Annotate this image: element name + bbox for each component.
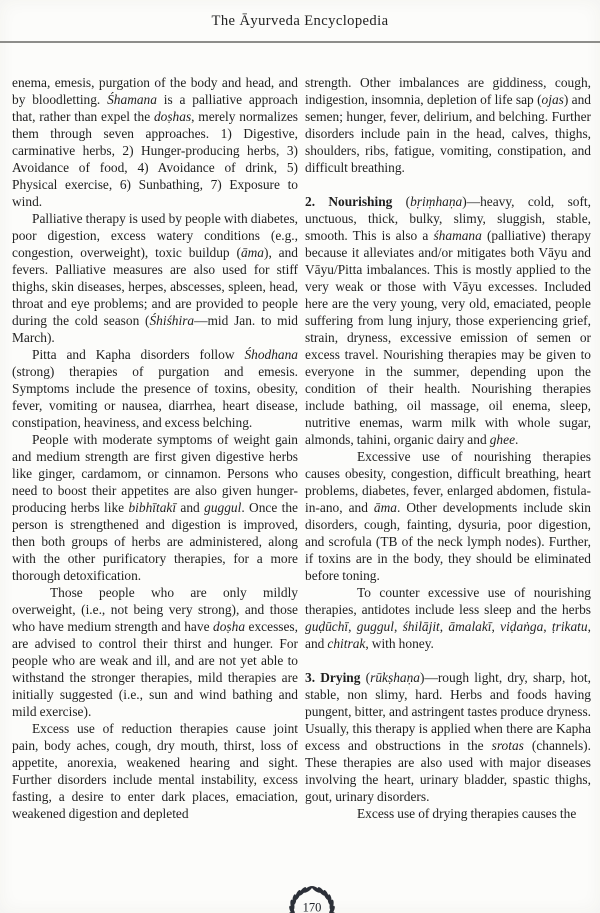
paragraph [305, 193, 591, 448]
italic-term: śhilājit [402, 619, 440, 634]
paragraph [305, 584, 591, 652]
body-text: To counter excessive use of nourishing therapies, antidotes include less sleep and the herbs [305, 585, 591, 617]
italic-term: chitrak [327, 636, 366, 651]
italic-term: Śhiśhira [149, 313, 195, 328]
laurel-wreath-icon [282, 877, 342, 913]
italic-term: āma [240, 245, 264, 260]
page-number: 170 [302, 900, 322, 913]
paragraph [305, 448, 591, 584]
italic-term: ojas [541, 92, 564, 107]
body-text: (strong) therapies of purgation and emesis. Symptoms include the presence of toxins, obesity, fever, vomiting or nausea, diarrhea, heart disease, constipation, heaviness, and excess belching. [12, 364, 298, 430]
italic-term: rūkṣhaṇa [370, 670, 420, 685]
body-text: . Other developments include skin disorders, cough, fainting, dysuria, poor digestion, and scrofula (TB of the neck lymph nodes). Further, if toxins are in the body, they should be eliminated before toning. [305, 500, 591, 583]
body-text: Those people who are only mildly overweight, (i.e., not being very strong), and those who have medium strength and have [12, 585, 298, 634]
body-text: , with honey. [365, 636, 434, 651]
body-text: , [491, 619, 501, 634]
body-text: , merely normalizes them through seven approaches. 1) Digestive, carminative herbs, 2) Hunger-producing herbs, 3) Avoidance of food, 4) Avoidance of drink, 5) Physical exercise, 6) Sunbathing, 7) Exposure to wind. [12, 109, 298, 209]
body-text: and [176, 500, 205, 515]
body-text: ( [360, 670, 371, 685]
body-text: . [515, 432, 519, 447]
paragraph [12, 74, 298, 210]
italic-term: Śhamana [107, 92, 157, 107]
body-text: Palliative therapy is used by people with diabetes, poor digestion, excess watery conditions (e.g., congestion, overweight), toxic buildup ( [12, 211, 298, 260]
body-text: is a palliative approach that, rather than expel the [12, 92, 298, 124]
text-block [12, 74, 592, 822]
italic-term: āmalakī [448, 619, 492, 634]
body-text: , and [305, 619, 591, 651]
body-text: , [439, 619, 449, 634]
body-text: . Once the person is strengthened and digestion is improved, then both groups of herbs are administered, along with the other purificatory therapies, for a more thorough detoxification. [12, 500, 299, 583]
italic-term: guḍūchī [305, 619, 349, 634]
section-heading-text: 3. Drying [305, 670, 361, 685]
italic-term: ghee [489, 432, 516, 447]
italic-term: srotas [491, 738, 524, 753]
running-header-title: The Āyurveda Encyclopedia [211, 13, 389, 29]
italic-term: bibhītakī [128, 500, 177, 515]
body-text: , [543, 619, 552, 634]
body-text: (channels). These therapies are also used with major diseases involving the heart, urinary bladder, spastic thighs, gout, urinary disorders. [305, 738, 591, 804]
italic-term: doṣha [213, 619, 246, 634]
body-text: —mid Jan. to mid March). [12, 313, 298, 345]
body-text: ), and fevers. Palliative measures are also used for stiff thighs, skin diseases, herpes, abscesses, spleen, head, throat and eye problems; and are provided to people during the cold season ( [12, 245, 298, 328]
paragraph [12, 346, 298, 431]
paragraph [12, 584, 298, 720]
italic-term: bṛiṃhaṇa [410, 194, 463, 209]
body-text: , [393, 619, 403, 634]
body-text: Pitta and Kapha disorders follow [32, 347, 245, 362]
paragraph [305, 74, 591, 176]
body-text: Excess use of reduction therapies cause joint pain, body aches, cough, dry mouth, thirst, loss of appetite, anorexia, weakened hearing and sight. Further disorders include mental instability, excess fasting, a desire to enter dark places, emaciation, weakened digestion and depleted [12, 721, 298, 821]
italic-term: doṣhas [153, 109, 192, 124]
italic-term: viḍaṅga [500, 619, 544, 634]
body-text: (palliative) therapy because it alleviates and/or mitigates both Vāyu and Vāyu/Pitta imbalances. This is mostly applied to the very weak or those with Vāyu excesses. Included here are the very young, very old, emaciated, people suffering from lung injury, those experiencing grief, strain, dryness, excessive emission of semen or excess travel. Nourishing therapies may be given to everyone in the summer, depending upon the condition of their health. Nourishing therapies include bathing, oil massage, oil enema, sleep, nutritive enemas, warm milk with whole sugar, almonds, tahini, organic dairy and [305, 228, 591, 447]
paragraph [12, 720, 298, 822]
paragraph [12, 431, 298, 584]
right-column [305, 74, 591, 822]
body-text: People with moderate symptoms of weight gain and medium strength are first given digestive herbs like ginger, cardamom, or cinnamon. Persons who need to boost their appetites are also given hunger-producing herbs like [12, 432, 298, 515]
body-text: strength. Other imbalances are giddiness, cough, indigestion, insomnia, depletion of life sap ( [305, 75, 591, 107]
left-column [12, 74, 298, 822]
body-text: ( [392, 194, 411, 209]
italic-term: ṭrikatu [551, 619, 588, 634]
section-heading-text: 2. Nourishing [305, 194, 393, 209]
paragraph [305, 669, 591, 805]
body-text: ) and semen; hunger, fever, delirium, and belching. Further disorders include pain in the head, calves, thighs, shoulders, ribs, fatigue, vomiting, constipation, and difficult breathing. [305, 92, 592, 175]
body-text: excesses, are advised to control their thirst and hunger. For people who are weak and ill, and are not yet able to withstand the stronger therapies, mild therapies are initially suggested (i.e., sun and wind bathing and mild exercise). [12, 619, 298, 719]
body-text: Excessive use of nourishing therapies causes obesity, congestion, difficult breathing, heart problems, diabetes, fever, enlarged abdomen, fistula-in-ano, and [305, 449, 591, 515]
italic-term: guggul [356, 619, 394, 634]
paragraph [12, 210, 298, 346]
body-text: Excess use of drying therapies causes the [357, 806, 577, 821]
italic-term: āma [373, 500, 397, 515]
italic-term: śhamana [433, 228, 482, 243]
italic-term: guggul [204, 500, 242, 515]
paragraph [305, 805, 591, 822]
body-text: , [348, 619, 357, 634]
body-text: )—heavy, cold, soft, unctuous, thick, bulky, slimy, sluggish, stable, smooth. This is also a [305, 194, 591, 243]
header-rule [0, 41, 600, 43]
body-text: )—rough light, dry, sharp, hot, stable, non slimy, hard. Herbs and foods having pungent, bitter, and astringent tastes produce dryness. Usually, this therapy is applied when there are Kapha excess and obstructions in the [305, 670, 592, 753]
body-text: enema, emesis, purgation of the body and head, and by bloodletting. [12, 75, 298, 107]
italic-term: Śhodhana [244, 347, 298, 362]
